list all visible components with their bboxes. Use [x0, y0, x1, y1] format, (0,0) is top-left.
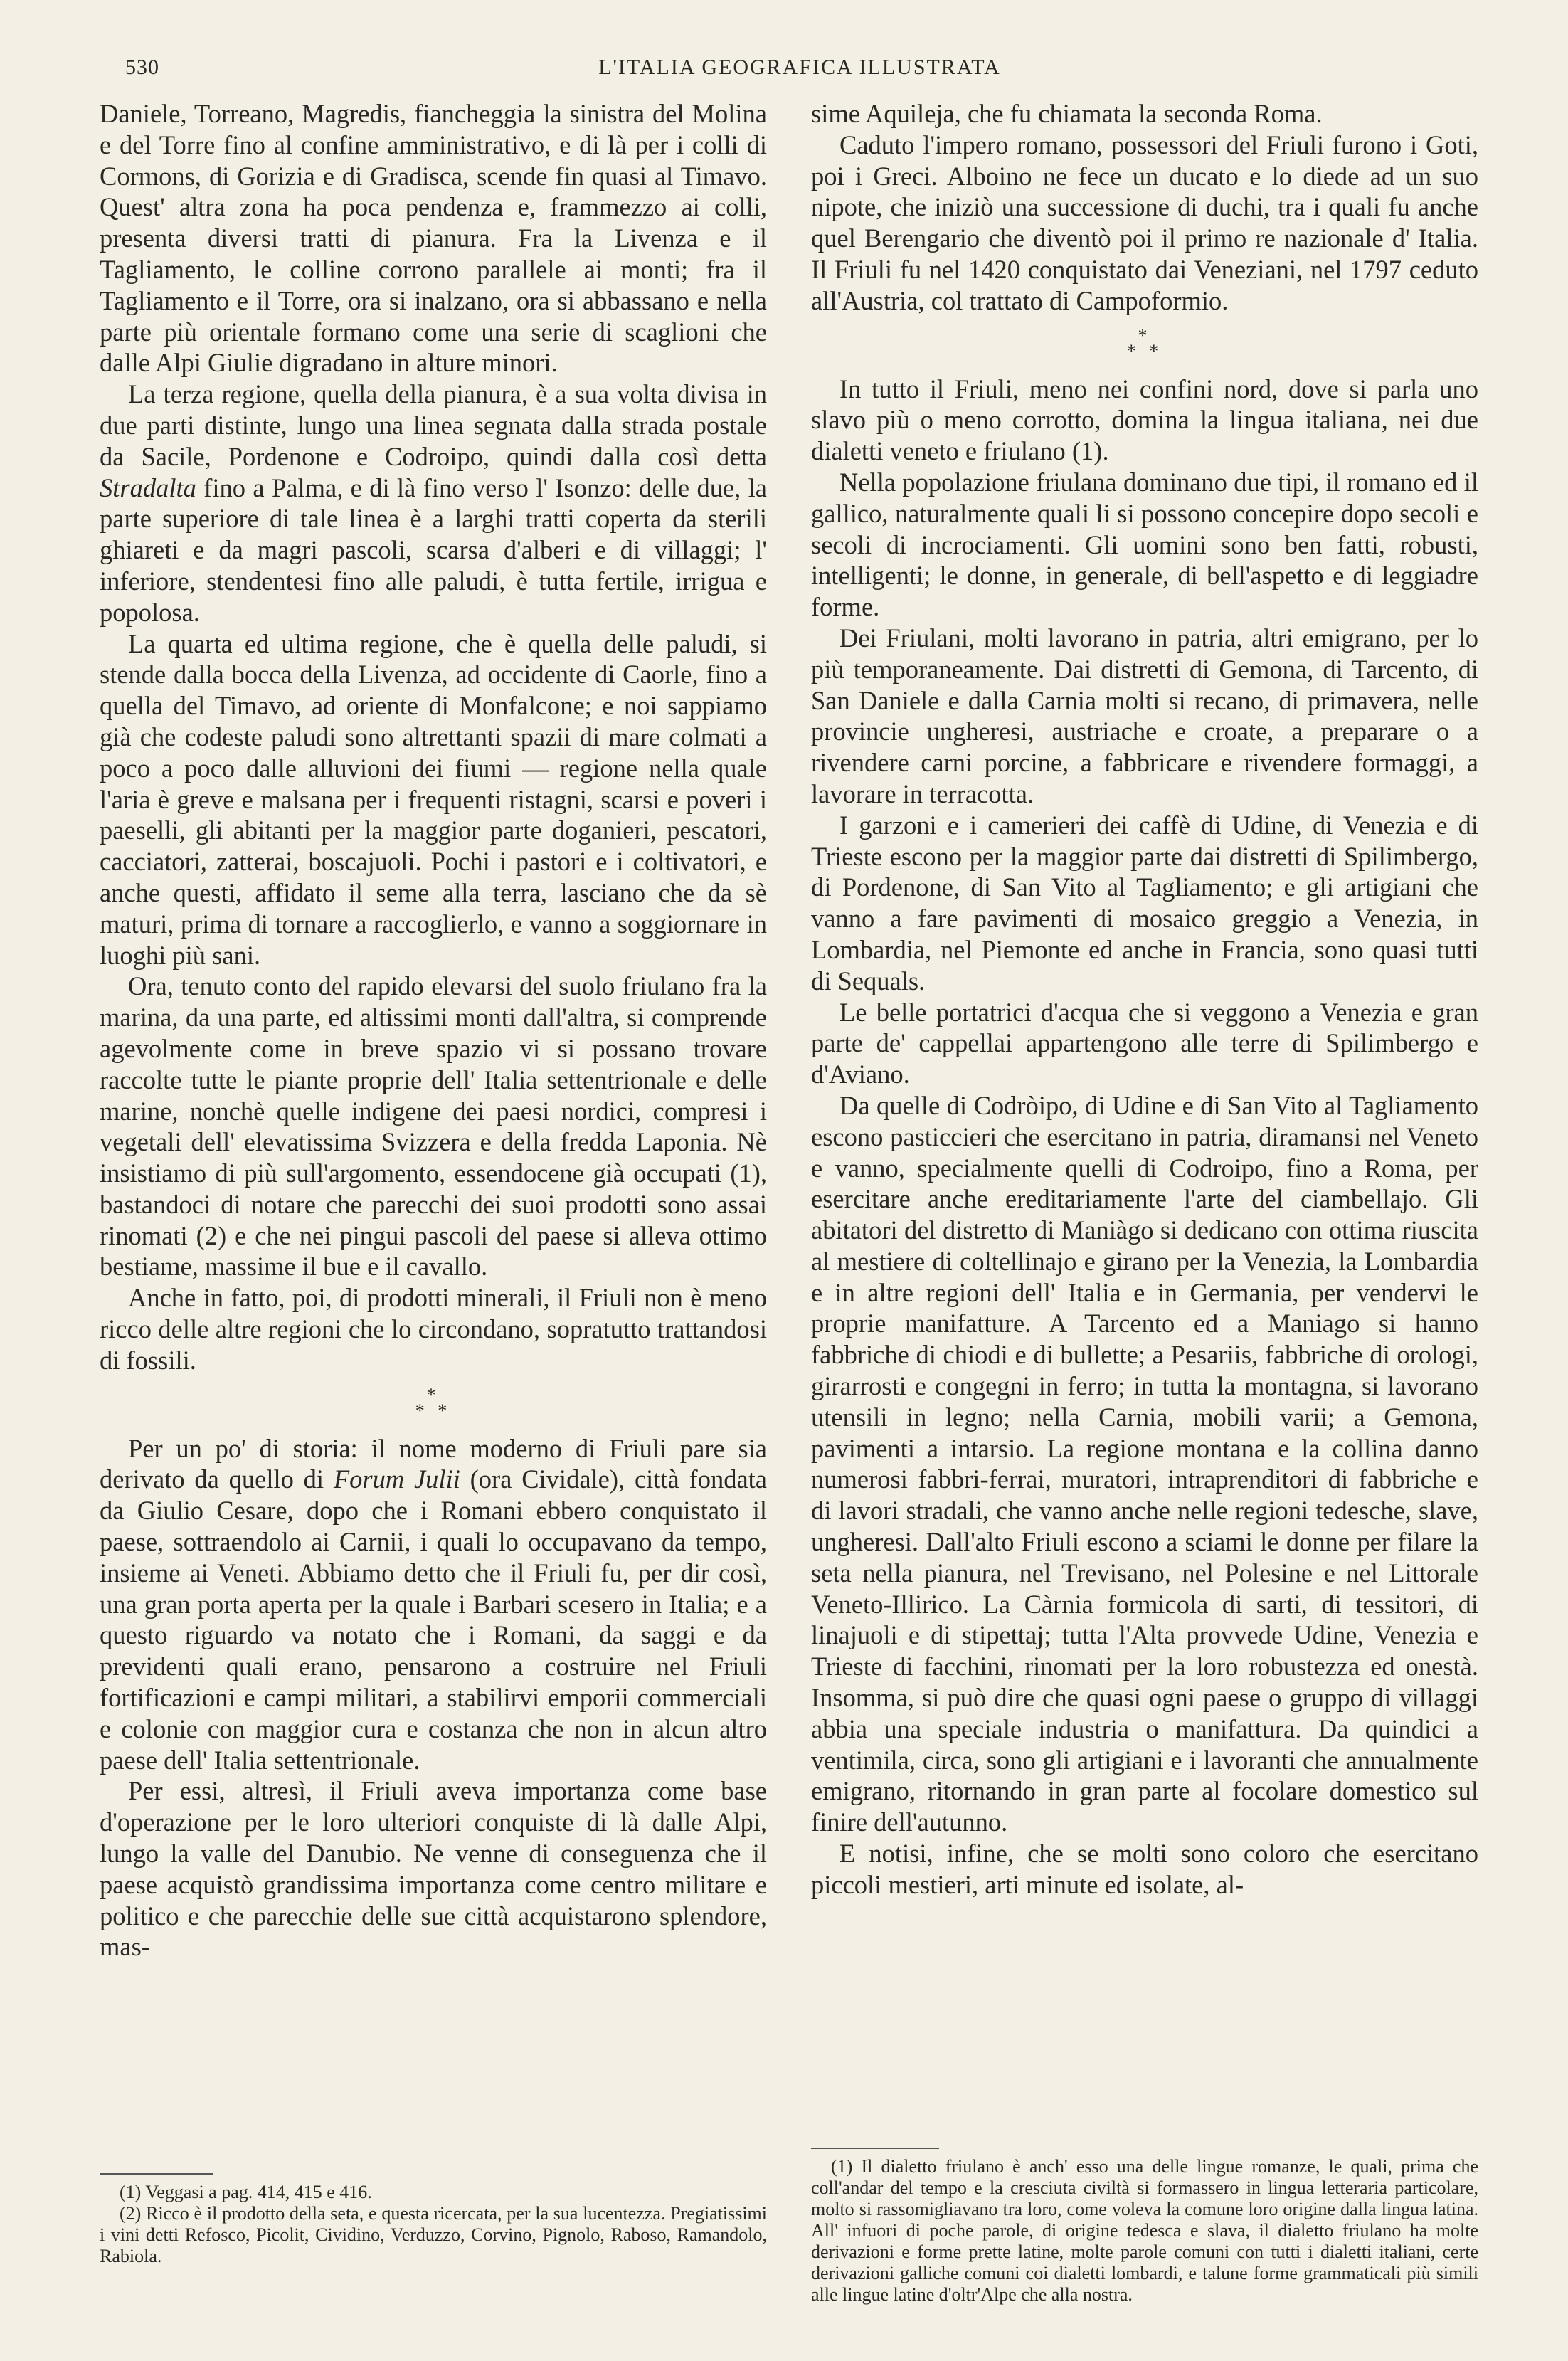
paragraph: La terza regione, quella della pianura, è a sua volta divisa in due parti distinte, lungo una linea segnata dalla strada postale da Sacile, Pordenone e Codroipo, quindi dalla così detta Stradalta fino a Palma, e di là fino verso l' Isonzo: delle due, la parte superiore di tale linea è a larghi tratti coperta da sterili ghiareti e da magri pascoli, scarsa d'alberi e di villaggi; l' inferiore, stendentesi fino alle paludi, è tutta fertile, irrigua e popolosa.	[100, 379, 767, 627]
footnote-rule	[100, 2173, 213, 2175]
section-divider	[100, 1384, 767, 1421]
divider-stars: * *	[1126, 340, 1163, 361]
paragraph: Per un po' di storia: il nome moderno di Friuli pare sia derivato da quello di Forum Julii (ora Cividale), città fondata da Giulio Cesare, dopo che i Romani ebbero conquistato il paese, sottraendolo ai Carnii, i quali lo occupavano da tempo, insieme ai Veneti. Abbiamo detto che il Friuli fu, per dir così, una gran porta aperta per la quale i Barbari scesero in Italia; e a questo riguardo va notato che i Romani, da saggi e da previdenti quali erano, pensarono a costruire nel Friuli fortificazioni e campi militari, a stabilirvi emporii commerciali e colonie con maggior cura e costanza che non in alcun altro paese dell' Italia settentrionale.	[100, 1433, 767, 1775]
footnote: (1) Il dialetto friulano è anch' esso una delle lingue romanze, le quali, prima che coll'andar del tempo e la cresciuta civiltà si formassero in lingua letteraria particolare, molto si rassomigliavano tra loro, come voleva la comune loro origine dalla lingua latina. All' infuori di poche parole, di origine tedesca e slava, il dialetto friulano ha molte derivazioni e forme prette latine, molte parole comuni con tutti i dialetti italiani, certe derivazioni galliche comuni coi dialetti lombardi, e talune forme grammaticali più simili alle lingue latine d'oltr'Alpe che alla nostra.	[811, 2156, 1478, 2305]
footnote: (1) Veggasi a pag. 414, 415 e 416.	[120, 2182, 372, 2202]
left-footnotes	[100, 2173, 767, 2267]
running-header	[125, 51, 1474, 87]
divider-stars: * *	[415, 1400, 452, 1421]
right-footnotes	[811, 2148, 1478, 2305]
paragraph: Dei Friulani, molti lavorano in patria, altri emigrano, per lo più temporaneamente. Dai distretti di Gemona, di Tarcento, di San Daniele e dalla Carnia molti si recano, di primavera, nelle provincie ungheresi, austriache e croate, a preparare o a rivendere carni porcine, a fabbricare e rivendere formaggi, a lavorare in terracotta.	[811, 623, 1478, 808]
paragraph: Caduto l'impero romano, possessori del Friuli furono i Goti, poi i Greci. Alboino ne fece un ducato e lo diede ad un suo nipote, che iniziò una successione di duchi, tra i quali fu anche quel Berengario che diventò poi il primo re nazionale d' Italia. Il Friuli fu nel 1420 conquistato dai Veneziani, nel 1797 ceduto all'Austria, col trattato di Campoformio.	[811, 130, 1478, 315]
paragraph: Le belle portatrici d'acqua che si veggono a Venezia e gran parte de' cappellai appartengono alle terre di Spilimbergo e d'Aviano.	[811, 997, 1478, 1089]
paragraph: Ora, tenuto conto del rapido elevarsi del suolo friulano fra la marina, da una parte, ed altissimi monti dall'altra, si comprende agevolmente come in breve spazio vi si possano trovare raccolte tutte le piante proprie dell' Italia settentrionale e delle marine, nonchè quelle indigene dei paesi nordici, compresi i vegetali dell' elevatissima Svizzera e della fredda Laponia. Nè insistiamo di più sull'argomento, essendocene già occupati (1), bastandoci di notare che parecchi dei suoi prodotti sono assai rinomati (2) e che nei pingui pascoli del paese si alleva ottimo bestiame, massime il bue e il cavallo.	[100, 971, 767, 1282]
paragraph: La quarta ed ultima regione, che è quella delle paludi, si stende dalla bocca della Livenza, ad occidente di Caorle, fino a quella del Timavo, ad oriente di Monfalcone; e noi sappiamo già che codeste paludi sono altrettanti spazii di mare colmati a poco a poco dalle alluvioni dei fiumi — regione nella quale l'aria è greve e malsana per i frequenti ristagni, scarsi e poveri i paeselli, gli abitanti per la maggior parte doganieri, pescatori, cacciatori, zatterai, boscajuoli. Pochi i pastori e i coltivatori, e anche questi, affidato il seme alla terra, lasciano che da sè maturi, prima di tornare a raccoglierlo, e vanno a soggiornare in luoghi più sani.	[100, 628, 767, 970]
page-number: 530	[125, 56, 159, 79]
section-divider	[811, 324, 1478, 361]
italic-term: Stradalta	[100, 472, 196, 502]
paragraph: Per essi, altresì, il Friuli aveva importanza come base d'operazione per le loro ulteriori conquiste di là dalle Alpi, lungo la valle del Danubio. Ne venne di conseguenza che il paese acquistò grandissima importanza come centro militare e politico e che parecchie delle sue città acquistarono splendore, mas-	[100, 1776, 767, 1962]
running-title: L'ITALIA GEOGRAFICA ILLUSTRATA	[598, 56, 1001, 79]
footnote-rule	[811, 2148, 939, 2149]
divider-star: *	[426, 1384, 440, 1405]
italic-term: Forum Julii	[333, 1464, 460, 1494]
paragraph: Da quelle di Codròipo, di Udine e di San Vito al Tagliamento escono pasticcieri che esercitano in patria, diramansi nel Veneto e vanno, specialmente quelli di Codroipo, fino a Roma, per esercitare anche ereditariamente l'arte del ciambellajo. Gli abitatori del distretto di Maniàgo si dedicano con ottima riuscita al mestiere di coltellinajo e girano per la Venezia, la Lombardia e in altre regioni dell' Italia e in Germania, per vendervi le proprie manifatture. A Tarcento ed a Maniago si hanno fabbriche di chiodi e di bullette; a Pesariis, fabbriche di orologi, girarrosti e congegni in ferro; in tutta la montagna, si lavorano utensili in legno; nella Carnia, mobili varii; a Gemona, pavimenti a intarsio. La regione montana e la collina danno numerosi fabbri-ferrai, muratori, intraprenditori di fabbriche e di lavori stradali, che vanno anche nelle regioni tedesche, slave, ungheresi. Dall'alto Friuli escono a sciami le donne per filare la seta nella pianura, nel Trevisano, nel Polesine e nel Littorale Veneto-Illirico. La Càrnia formicola di sarti, di tessitori, di linajuoli e di stipettaj; tutta l'Alta provvede Udine, Venezia e Trieste di facchini, rinomati per la loro robustezza ed onestà. Insomma, si può dire che quasi ogni paese o gruppo di villaggi abbia una speciale industria o manifattura. Da quindici a ventimila, circa, sono gli artigiani e i lavoranti che annualmente emigrano, ritornando in gran parte al focolare domestico sul finire dell'autunno.	[811, 1090, 1478, 1837]
footnote: (2) Ricco è il prodotto della seta, e questa ricercata, per la sua lucentezza. Pregiatissimi i vini detti Refosco, Picolit, Cividino, Verduzzo, Corvino, Pignolo, Raboso, Ramandolo, Rabiola.	[100, 2203, 767, 2266]
paragraph: E notisi, infine, che se molti sono coloro che esercitano piccoli mestieri, arti minute ed isolate, al-	[811, 1839, 1478, 1899]
paragraph: In tutto il Friuli, meno nei confini nord, dove si parla uno slavo più o meno corrotto, domina la lingua italiana, nei due dialetti veneto e friulano (1).	[811, 374, 1478, 466]
paragraph: Anche in fatto, poi, di prodotti minerali, il Friuli non è meno ricco delle altre regioni che lo circondano, sopratutto trattandosi di fossili.	[100, 1283, 767, 1375]
paragraph: sime Aquileja, che fu chiamata la seconda Roma.	[811, 99, 1323, 128]
right-column	[811, 98, 1478, 1901]
paragraph: I garzoni e i camerieri dei caffè di Udine, di Venezia e di Trieste escono per la maggior parte dai distretti di Spilimbergo, di Pordenone, di San Vito al Tagliamento; e gli artigiani che vanno a fare pavimenti di mosaico greggio a Venezia, in Lombardia, nel Piemonte ed anche in Francia, sono quasi tutti di Sequals.	[811, 810, 1478, 995]
left-column	[100, 98, 767, 1963]
divider-star: *	[1138, 324, 1152, 346]
paragraph: Daniele, Torreano, Magredis, fiancheggia la sinistra del Molina e del Torre fino al confine amministrativo, e di là per i colli di Cormons, di Gorizia e di Gradisca, scende fin quasi al Timavo. Quest' altra zona ha poca pendenza e, frammezzo ai colli, presenta diversi tratti di pianura. Fra la Livenza e il Tagliamento, le colline corrono parallele ai monti; fra il Tagliamento e il Torre, ora si inalzano, ora si abbassano e nella parte più orientale formano come una serie di scaglioni che dalle Alpi Giulie digradano in alture minori.	[100, 99, 767, 378]
paragraph: Nella popolazione friulana dominano due tipi, il romano ed il gallico, naturalmente quali li si possono concepire dopo secoli e secoli di incrociamenti. Gli uomini sono ben fatti, robusti, intelligenti; le donne, in generale, di bell'aspetto e di leggiadre forme.	[811, 467, 1478, 622]
